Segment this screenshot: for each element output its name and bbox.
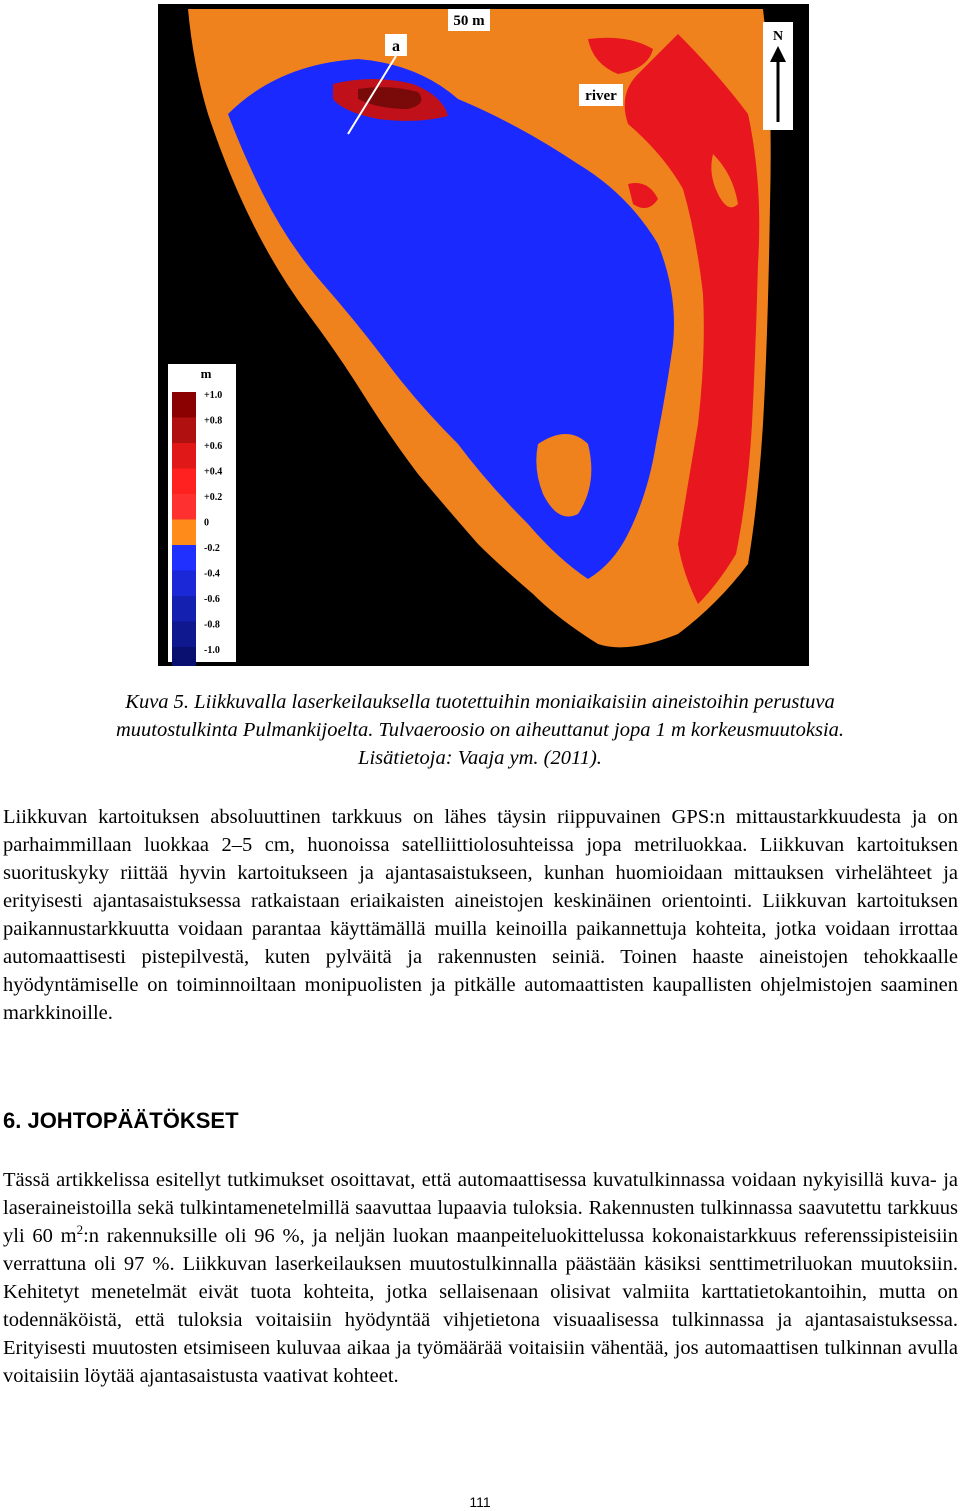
legend-tick-label: -0.4 xyxy=(204,568,220,580)
legend-tick-label: -0.6 xyxy=(204,594,220,605)
caption-line-3: Lisätietoja: Vaaja ym. (2011). xyxy=(358,747,602,769)
scale-label: 50 m xyxy=(453,13,485,29)
legend-swatch xyxy=(172,469,196,495)
paragraph-mobile-mapping: Liikkuvan kartoituksen absoluuttinen tarkkuus on lähes täysin riippuvainen GPS:n mittaustarkkuudesta ja on parhaimmillaan luokkaa 2–5 cm, huonoissa satelliittiolosuhteissa jopa metriluokkaa. Liikkuvan kartoituksen suorituskyky riittää hyvin kartoitukseen ja ajantasaistukseen, kunhan huomioidaan mittauksen virhelähteet ja erityisesti ajantasaistuksessa ratkaistaan eriaikaisten aineistojen keskinäinen orientointi. Liikkuvan kartoituksen paikannustarkkuutta voidaan parantaa käyttämällä muilla keinoilla paikannettuja kohteita, jotka voidaan irrottaa automaattisesti pistepilvestä, kuten pylväitä ja rakennusten seiniä. Toinen haaste aineistojen tehokkaalle hyödyntämiselle on toiminnoiltaan monipuolisten ja pitkälle automaattisten kaupallisten ohjelmistojen saaminen markkinoille. xyxy=(3,806,958,1024)
legend-swatch xyxy=(172,418,196,444)
conclusions-text-2: :n rakennuksille oli 96 %, ja neljän luokan maanpeiteluokittelussa kokonaistarkkuus referenssipisteisiin verrattuna oli 97 %. Liikkuvan laserkeilauksen muutostulkinnalla päästään käsiksi senttimetriluokan muutoksiin. Kehitetyt menetelmät eivät tuota kohteita, jotka sellaisenaan olisivat valmiita karttatietokantoihin, mutta on todennäköistä, että tuloksia voitaisiin hyödyntää vihjetietona visuaalisessa tulkinnassa ja ajantasaistuksessa. Erityisesti muutosten etsimiseen kuluvaa aikaa ja työmäärää voitaisiin vähentää, jos automaattisen tulkinnan avulla voitaisiin löytää ajantasaistusta vaativat kohteet. xyxy=(3,1225,958,1387)
legend-swatch xyxy=(172,622,196,648)
legend-tick-label: +0.8 xyxy=(204,415,223,427)
legend-tick-label: +0.6 xyxy=(204,441,223,452)
legend-swatch xyxy=(172,392,196,418)
legend-tick-label: -1.0 xyxy=(204,645,220,656)
conclusions-text-1: Tässä artikkelissa esitellyt tutkimukset osoittavat, että automaattisessa kuvatulkinnassa voidaan nykyisillä kuva- ja laseraineistoilla sekä tulkintamenetelmillä saavuttaa lupaavia tuloksia. Rakennusten tulkinnassa saavutettu tarkkuus yli 60 m xyxy=(3,1169,958,1247)
figure-caption xyxy=(0,688,960,772)
caption-line-2: muutostulkinta Pulmankijoelta. Tulvaeroosio on aiheuttanut jopa 1 m korkeusmuutoksia. xyxy=(115,719,845,741)
legend-unit: m xyxy=(200,366,212,381)
legend-tick-label: -0.2 xyxy=(204,543,220,554)
section-heading: 6. JOHTOPÄÄTÖKSET xyxy=(3,1108,239,1133)
legend-swatch xyxy=(172,494,196,520)
legend-tick-label: +1.0 xyxy=(204,390,223,401)
legend-tick-label: +0.2 xyxy=(204,492,223,503)
legend-swatch xyxy=(172,443,196,469)
legend-swatch xyxy=(172,571,196,597)
legend-color-bar xyxy=(172,392,196,666)
legend-tick-label: +0.4 xyxy=(204,466,223,478)
north-label: N xyxy=(772,29,784,44)
paragraph-conclusions xyxy=(3,1166,958,1390)
river-label: river xyxy=(585,88,617,104)
legend-swatch xyxy=(172,520,196,546)
legend-swatch xyxy=(172,647,196,666)
superscript-2: 2 xyxy=(76,1222,84,1238)
legend-tick-label: -0.8 xyxy=(204,619,220,631)
marker-a-label: a xyxy=(392,38,400,55)
change-map-image xyxy=(158,4,809,666)
change-detection-map-figure xyxy=(158,4,809,666)
page-number: 111 xyxy=(469,1494,491,1510)
caption-line-1: Kuva 5. Liikkuvalla laserkeilauksella tuotettuihin moniaikaisiin aineistoihin perustuva xyxy=(125,691,835,713)
legend-swatch xyxy=(172,545,196,571)
legend-tick-label: 0 xyxy=(204,517,209,529)
legend-swatch xyxy=(172,596,196,622)
